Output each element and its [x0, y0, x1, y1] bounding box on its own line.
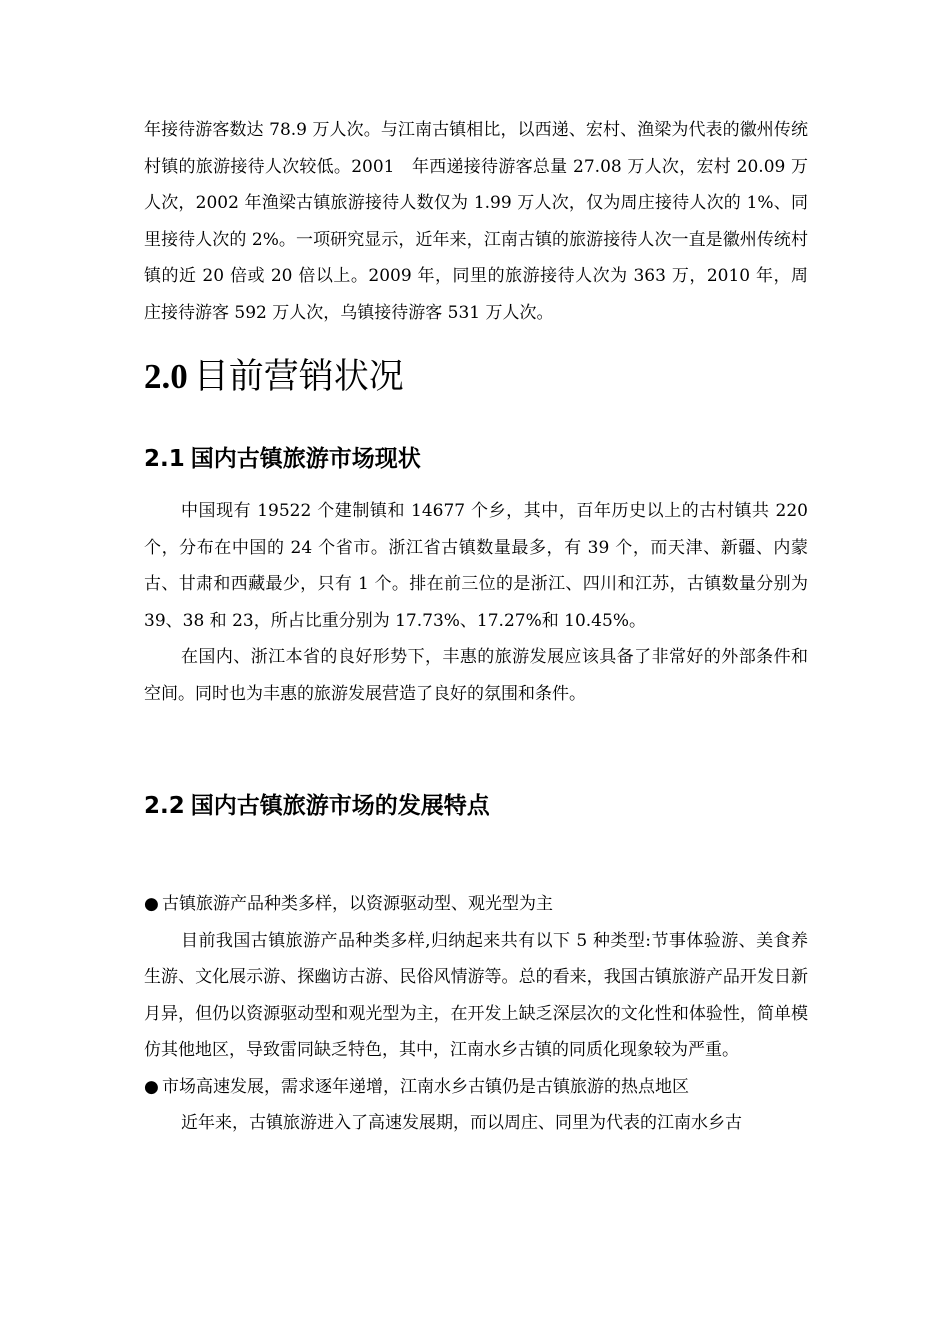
section-2-1-number: 2.1: [144, 446, 185, 472]
section-2-0-heading: [144, 353, 808, 401]
document-page: [144, 112, 808, 1142]
bullet-body: 近年来，古镇旅游进入了高速发展期，而以周庄、同里为代表的江南水乡古: [181, 1113, 742, 1133]
section-2-1-paragraph: 在国内、浙江本省的良好形势下，丰惠的旅游发展应该具备了非常好的外部条件和空间。同时也为丰惠的旅游发展营造了良好的氛围和条件。: [144, 647, 808, 704]
section-2-2-heading: [144, 790, 808, 822]
section-2-1-paragraph: 中国现有 19522 个建制镇和 14677 个乡，其中，百年历史以上的古村镇共 220 个，分布在中国的 24 个省市。浙江省古镇数量最多，有 39 个，而天津、新疆、内蒙古、甘肃和西藏最少，只有 1 个。排在前三位的是浙江、四川和江苏，古镇数量分别为 39、38 和 23，所占比重分别为 17.73%、17.27%和 10.45%。: [144, 501, 808, 631]
section-2-1-title: 国内古镇旅游市场现状: [190, 446, 421, 472]
bullet-heading-text: 古镇旅游产品种类多样，以资源驱动型、观光型为主: [162, 894, 553, 914]
bullet-heading: [144, 1069, 808, 1106]
section-2-2-title: 国内古镇旅游市场的发展特点: [190, 793, 490, 819]
section-2-1-heading: [144, 443, 808, 475]
section-2-0-title: 目前营销状况: [193, 357, 404, 396]
section-2-0-number: 2.0: [144, 357, 188, 396]
bullet-dot-icon: ●: [144, 894, 159, 914]
section-2-2-number: 2.2: [144, 793, 185, 819]
bullet-heading-text: 市场高速发展，需求逐年递增，江南水乡古镇仍是古镇旅游的热点地区: [162, 1076, 689, 1097]
bullet-body: 目前我国古镇旅游产品种类多样,归纳起来共有以下 5 种类型:节事体验游、美食养生游、文化展示游、探幽访古游、民俗风情游等。总的看来，我国古镇旅游产品开发日新月异，但仍以资源驱动型和观光型为主，在开发上缺乏深层次的文化性和体验性，简单模仿其他地区，导致雷同缺乏特色，其中，江南水乡古镇的同质化现象较为严重。: [144, 930, 808, 1060]
bullet-dot-icon: ●: [144, 1076, 159, 1097]
bullet-heading: [144, 886, 808, 923]
intro-paragraph: 年接待游客数达 78.9 万人次。与江南古镇相比，以西递、宏村、渔梁为代表的徽州传统村镇的旅游接待人次较低。2001 年西递接待游客总量 27.08 万人次，宏村 20.09 万人次，2002 年渔梁古镇旅游接待人数仅为 1.99 万人次，仅为周庄接待人次的 1%、同里接待人次的 2%。一项研究显示，近年来，江南古镇的旅游接待人次一直是徽州传统村镇的近 20 倍或 20 倍以上。2009 年，同里的旅游接待人次为 363 万，2010 年，周庄接待游客 592 万人次，乌镇接待游客 531 万人次。: [144, 120, 808, 323]
